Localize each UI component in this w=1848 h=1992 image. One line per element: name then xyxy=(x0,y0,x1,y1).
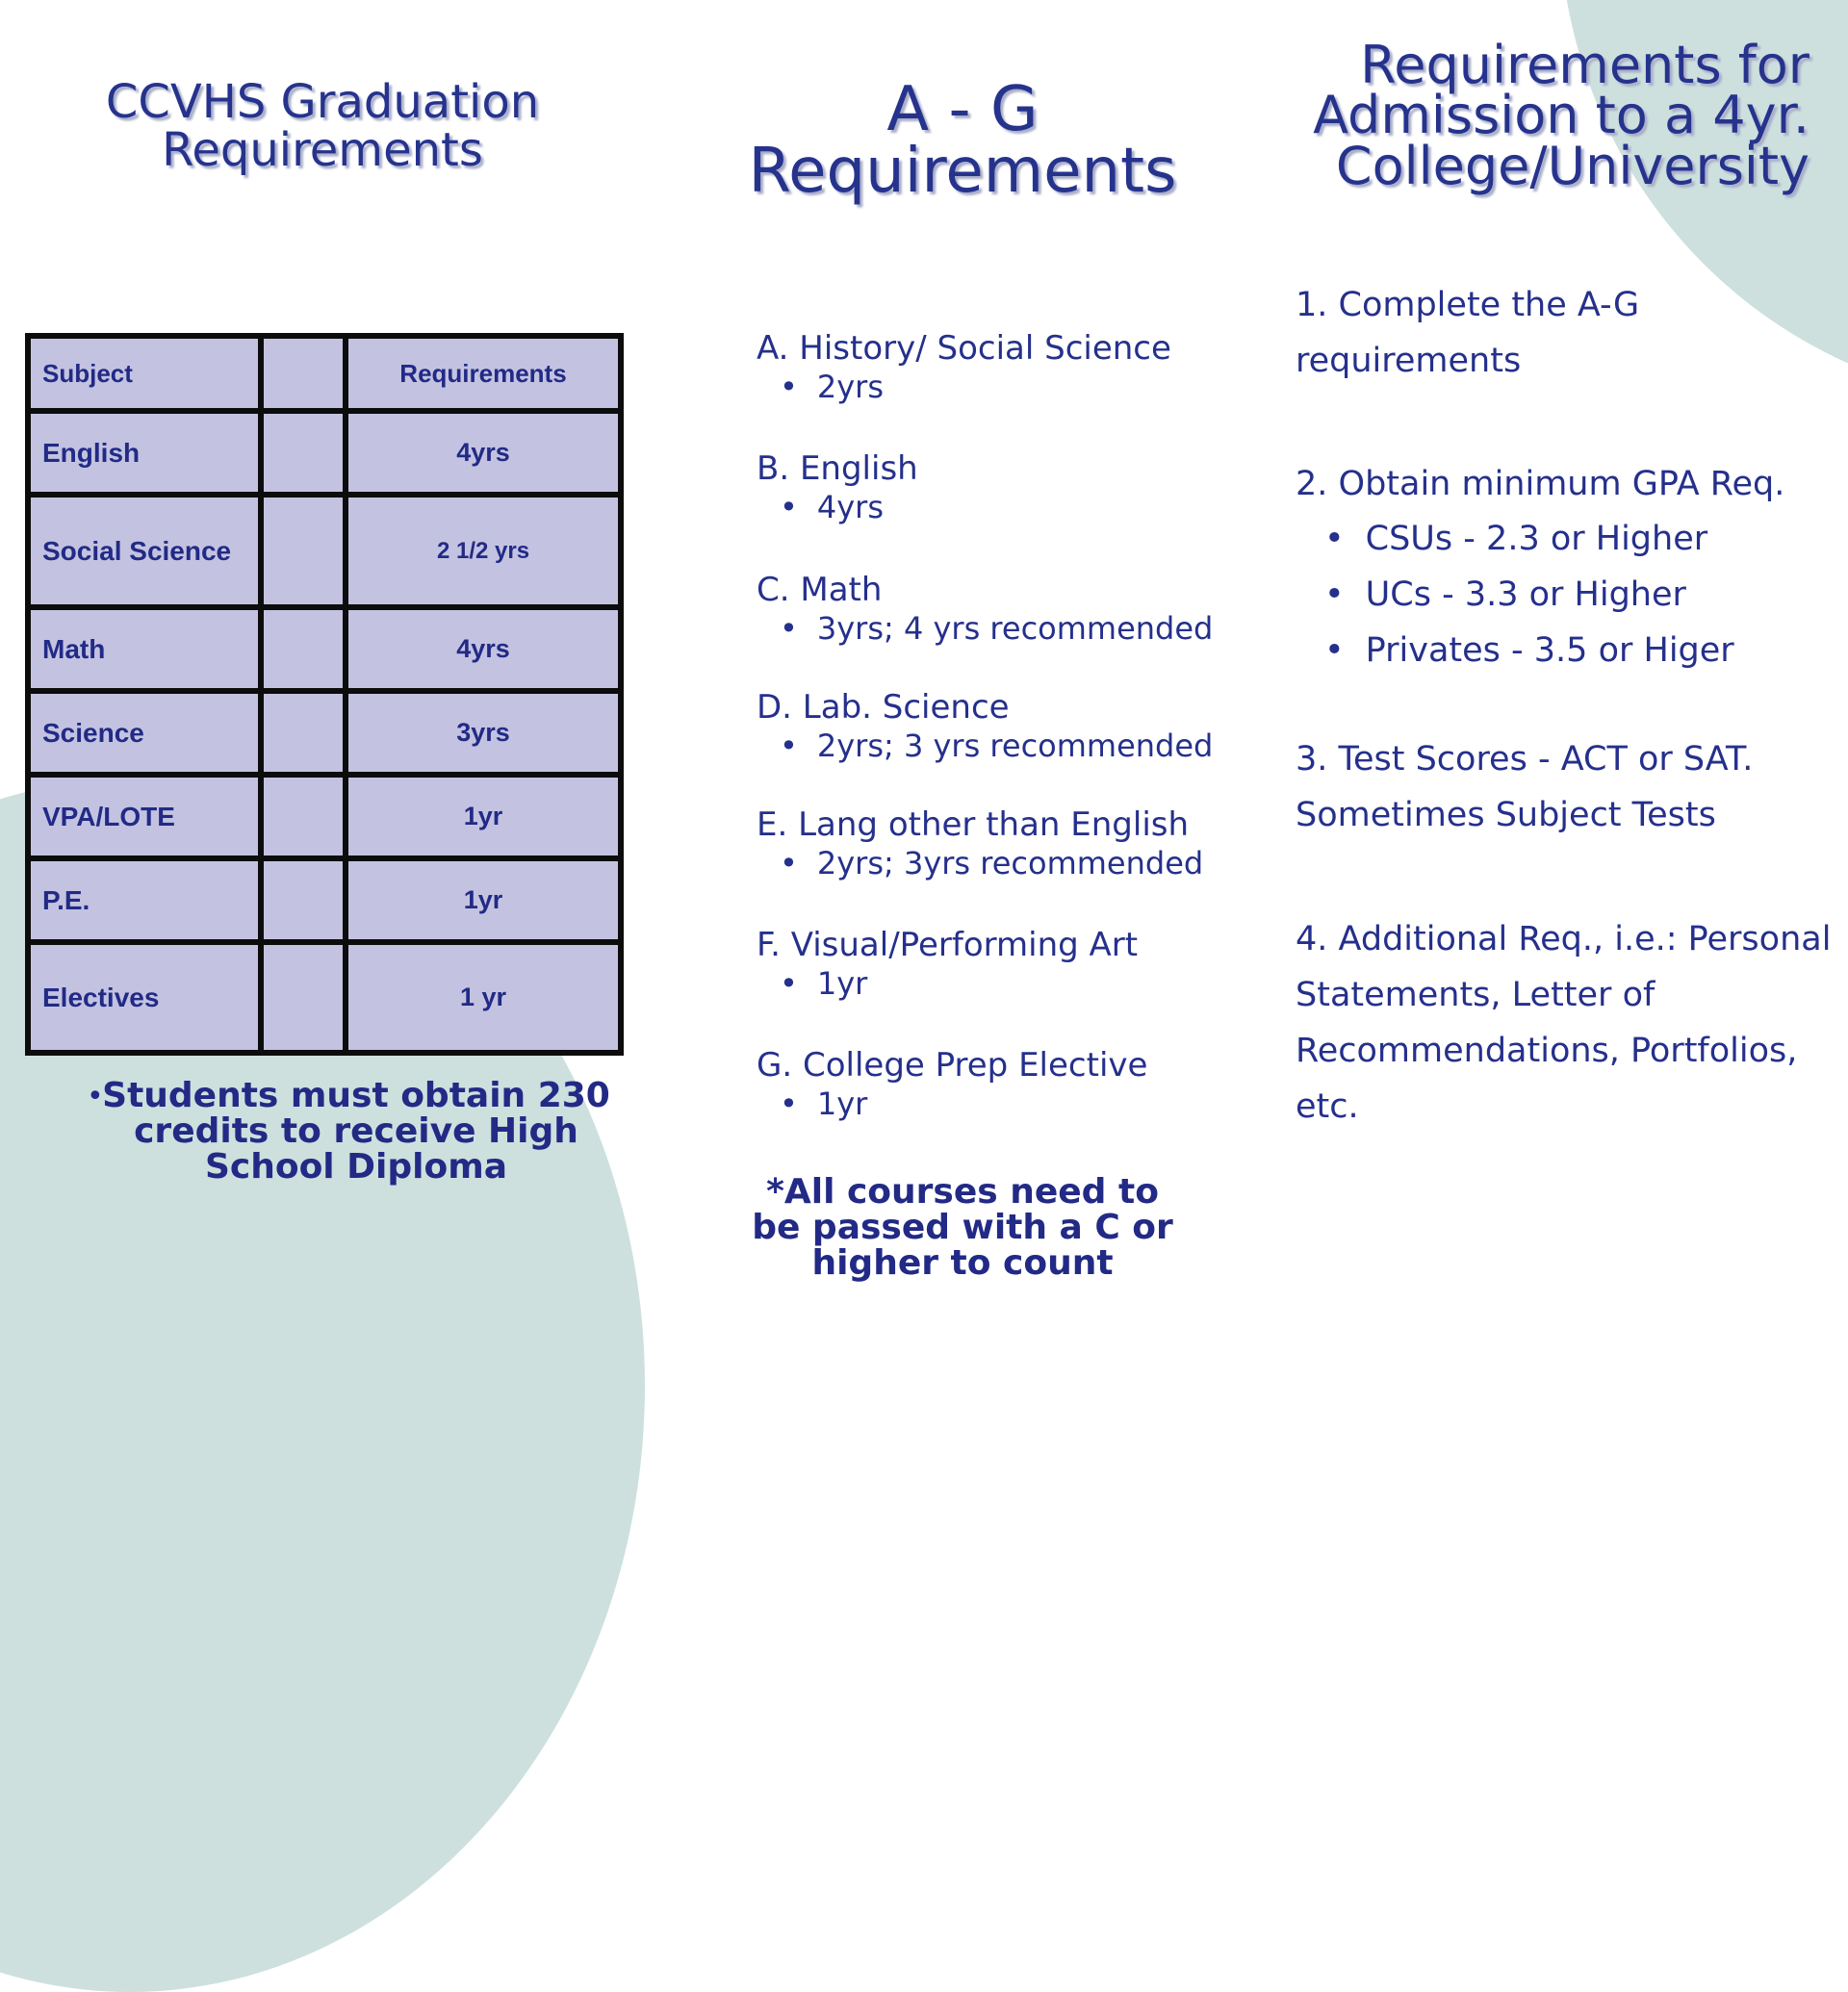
blank-cell xyxy=(261,495,346,607)
subject-cell: P.E. xyxy=(28,858,261,942)
ag-detail: • 2yrs; 3 yrs recommended xyxy=(757,727,1238,765)
ag-detail: • 2yrs; 3yrs recommended xyxy=(757,844,1238,882)
subject-cell: Social Science xyxy=(28,495,261,607)
ag-label: E. Lang other than English xyxy=(757,805,1190,844)
ag-note: *All courses need to be passed with a C or higher to count xyxy=(752,1172,1173,1283)
subject-cell: VPA/LOTE xyxy=(28,775,261,858)
ag-detail: • 3yrs; 4 yrs recommended xyxy=(757,609,1238,648)
credits-note: Students must obtain 230 credits to receive High School Diploma xyxy=(102,1076,610,1187)
admission-item-2: 2. Obtain minimum GPA Req. xyxy=(1296,465,1785,503)
ag-item-e xyxy=(757,805,1238,882)
blank-cell xyxy=(261,411,346,495)
table-row xyxy=(28,942,621,1053)
subject-cell: Science xyxy=(28,691,261,775)
graduation-title: CCVHS Graduation Requirements xyxy=(105,75,540,177)
ag-item-b xyxy=(757,449,1238,526)
requirement-cell: 4yrs xyxy=(346,607,621,691)
admission-item-1: 1. Complete the A-G requirements xyxy=(1296,286,1640,380)
ag-label: B. English xyxy=(757,449,918,488)
requirement-cell: 3yrs xyxy=(346,691,621,775)
blank-cell xyxy=(261,858,346,942)
ag-detail: • 4yrs xyxy=(757,488,1238,526)
gpa-item: • UCs - 3.3 or Higher xyxy=(1296,567,1848,623)
ag-item-a xyxy=(757,329,1238,406)
ag-item-g xyxy=(757,1046,1238,1123)
requirement-cell: 4yrs xyxy=(346,411,621,495)
blank-cell xyxy=(261,691,346,775)
subject-cell: English xyxy=(28,411,261,495)
gpa-item: • CSUs - 2.3 or Higher xyxy=(1296,511,1848,567)
requirement-cell: 1 yr xyxy=(346,942,621,1053)
ag-label: G. College Prep Elective xyxy=(757,1046,1148,1085)
requirement-cell: 1yr xyxy=(346,775,621,858)
bullet-icon: • xyxy=(87,1080,104,1113)
ag-detail: • 1yr xyxy=(757,1085,1238,1123)
table-row xyxy=(28,411,621,495)
ag-item-f xyxy=(757,926,1238,1003)
table-row xyxy=(28,607,621,691)
admission-item-4: 4. Additional Req., i.e.: Personal Statements, Letter of Recommendations, Portfolios, etc. xyxy=(1296,920,1832,1126)
requirement-cell: 2 1/2 yrs xyxy=(346,495,621,607)
blank-cell xyxy=(261,775,346,858)
ag-detail: • 1yr xyxy=(757,964,1238,1003)
table-row xyxy=(28,858,621,942)
ag-label: A. History/ Social Science xyxy=(757,329,1171,368)
subject-cell: Electives xyxy=(28,942,261,1053)
ag-detail: • 2yrs xyxy=(757,368,1238,406)
ag-item-d xyxy=(757,688,1238,765)
admission-item-3: 3. Test Scores - ACT or SAT. Sometimes Subject Tests xyxy=(1296,740,1754,834)
table-row xyxy=(28,495,621,607)
ag-label: C. Math xyxy=(757,571,883,609)
blank-cell xyxy=(261,607,346,691)
requirement-cell: 1yr xyxy=(346,858,621,942)
ag-item-c xyxy=(757,571,1238,648)
header-requirements: Requirements xyxy=(346,336,621,411)
ag-title: A - G Requirements xyxy=(748,74,1177,207)
table-row xyxy=(28,775,621,858)
header-subject: Subject xyxy=(28,336,261,411)
table-header-row xyxy=(28,336,621,411)
graduation-requirements-table xyxy=(25,333,624,1056)
gpa-item: • Privates - 3.5 or Higer xyxy=(1296,623,1848,678)
ag-label: D. Lab. Science xyxy=(757,688,1010,727)
header-blank xyxy=(261,336,346,411)
admission-title: Requirements for Admission to a 4yr. College/University xyxy=(1313,35,1810,196)
ag-label: F. Visual/Performing Art xyxy=(757,926,1139,964)
blank-cell xyxy=(261,942,346,1053)
subject-cell: Math xyxy=(28,607,261,691)
table-row xyxy=(28,691,621,775)
